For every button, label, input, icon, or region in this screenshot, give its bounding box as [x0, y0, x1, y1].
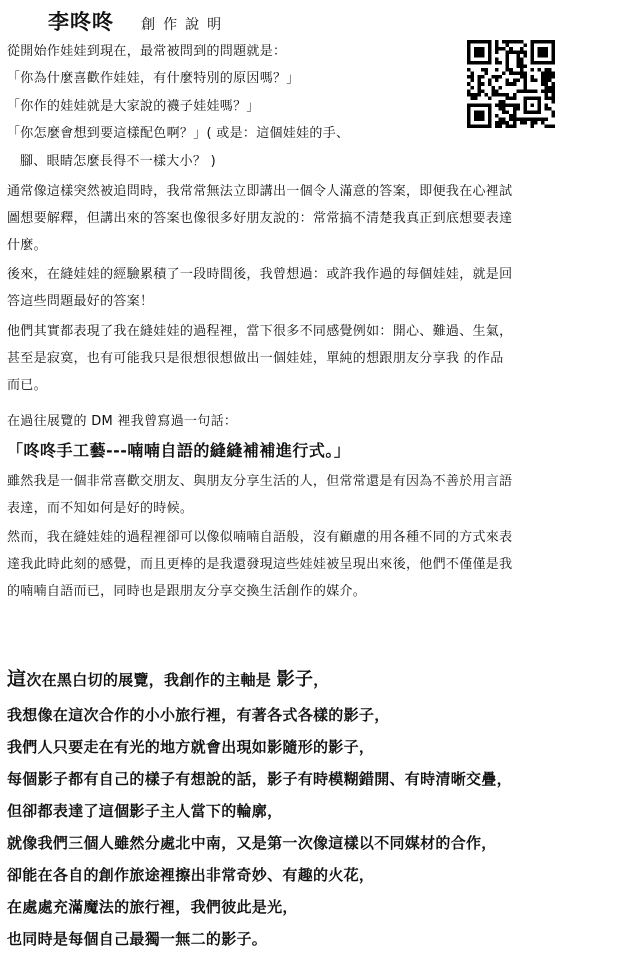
intro-line: 「你為什麼喜歡作娃娃，有什麼特別的原因嗎？」 [7, 71, 300, 86]
body-line: 甚至是寂寞，也有可能我只是很想很想做出一個娃娃，單純的想跟朋友分享我 的作品 [7, 351, 504, 366]
exhibit-first-char: 這 [7, 668, 27, 690]
intro-line: 「你怎麼會想到要這樣配色啊？」( 或是：這個娃娃的手、 [7, 126, 350, 141]
exhibit-line: 也同時是每個自己最獨一無二的影子。 [7, 930, 268, 948]
body-line: 而已。 [7, 378, 47, 393]
exhibit-heading [7, 664, 329, 691]
exhibit-theme-word: 影子 [276, 669, 314, 690]
body-line: 後來，在縫娃娃的經驗累積了一段時間後，我曾想過：或許我作過的每個娃娃，就是回 [7, 267, 513, 282]
intro-line: 「你作的娃娃就是大家說的襪子娃娃嗎？」 [7, 99, 260, 114]
exhibit-line: 我想像在這次合作的小小旅行裡，有著各式各樣的影子， [7, 706, 390, 724]
body-line: 通常像這樣突然被追問時，我常常無法立即講出一個令人滿意的答案，即便我在心裡試 [7, 184, 513, 199]
body-line: 圖想要解釋，但講出來的答案也像很多好朋友說的：常常搞不清楚我真正到底想要表達 [7, 211, 513, 226]
exhibit-line: 在處處充滿魔法的旅行裡，我們彼此是光， [7, 898, 298, 916]
body-line: 答這些問題最好的答案！ [7, 294, 154, 309]
exhibit-line: 就像我們三個人雖然分處北中南，又是第一次像這樣以不同媒材的合作， [7, 834, 497, 852]
after-quote-line: 表達，而不知如何是好的時候。 [7, 501, 194, 516]
author-name: 李咚咚 [48, 10, 114, 34]
body-line: 什麼。 [7, 238, 47, 253]
after-quote-line: 的喃喃自語而已，同時也是跟朋友分享交換生活創作的媒介。 [7, 584, 367, 599]
body-line: 他們其實都表現了我在縫娃娃的過程裡，當下很多不同感覺例如：開心、難過、生氣， [7, 324, 513, 339]
exhibit-line: 卻能在各自的創作旅途裡擦出非常奇妙、有趣的火花， [7, 866, 375, 884]
exhibit-first-rest: 次在黑白切的展覽，我創作的主軸是 [26, 671, 272, 689]
dm-quote: 「咚咚手工藝---喃喃自語的縫縫補補進行式。」 [7, 441, 351, 460]
qr-code-icon [467, 40, 555, 128]
document-subtitle: 創作說明 [141, 17, 230, 33]
exhibit-line: 但卻都表達了這個影子主人當下的輪廓， [7, 802, 283, 820]
dm-intro: 在過往展覽的 DM 裡我曾寫過一句話： [7, 414, 238, 429]
exhibit-line: 我們人只要走在有光的地方就會出現如影隨形的影子， [7, 738, 375, 756]
after-quote-line: 然而，我在縫娃娃的過程裡卻可以像似喃喃自語般，沒有顧慮的用各種不同的方式來表 [7, 530, 513, 545]
after-quote-line: 達我此時此刻的感覺，而且更棒的是我還發現這些娃娃被呈現出來後，他們不僅僅是我 [7, 557, 513, 572]
exhibit-first-end: ， [313, 671, 329, 689]
header [48, 6, 229, 36]
intro-line: 腳、眼睛怎麼長得不一樣大小？ ) [20, 154, 217, 169]
after-quote-line: 雖然我是一個非常喜歡交朋友、與朋友分享生活的人，但常常還是有因為不善於用言語 [7, 474, 513, 489]
intro-line: 從開始作娃娃到現在，最常被問到的問題就是： [7, 44, 287, 59]
exhibit-line: 每個影子都有自己的樣子有想說的話，影子有時模糊錯開、有時清晰交疊， [7, 770, 512, 788]
